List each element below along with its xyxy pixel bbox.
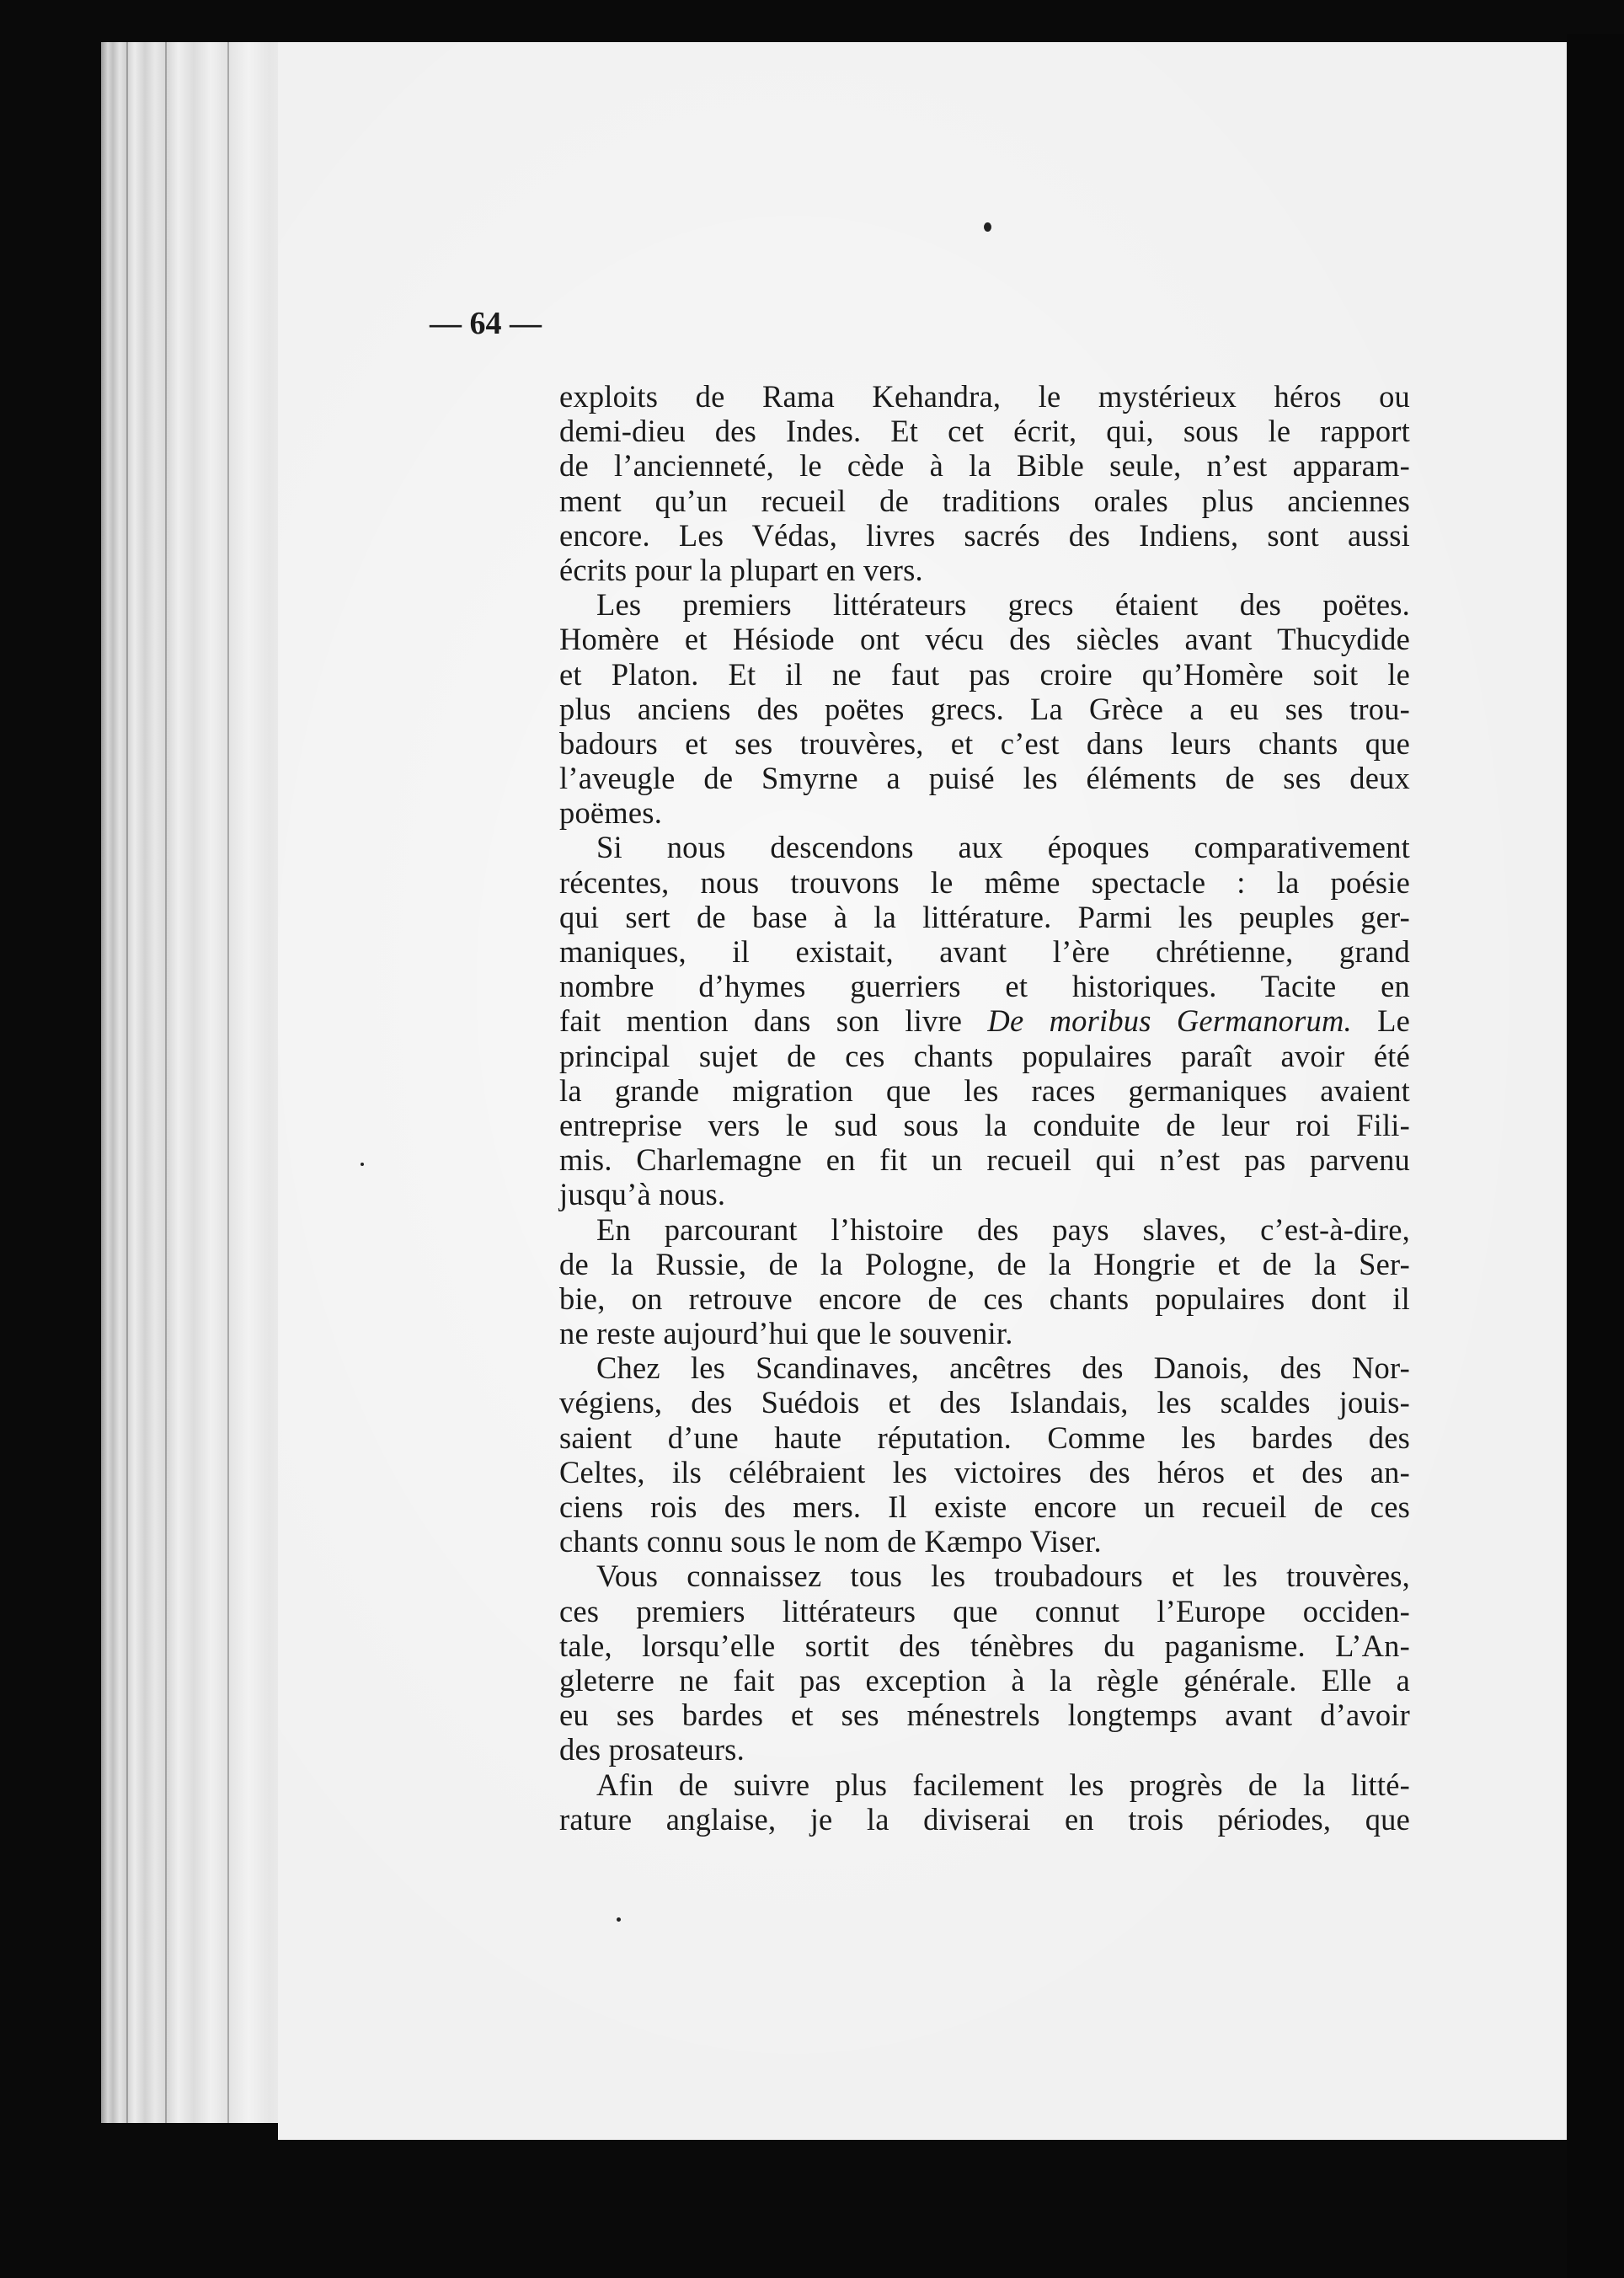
text-line-content: ment qu’un recueil de traditions orales plus anciennes [559,483,1410,518]
text-line [559,830,1410,864]
text-line-content: jusqu’à nous. [559,1177,726,1212]
text-line [559,518,1410,553]
text-line-content: de la Russie, de la Pologne, de la Hongrie et de la Ser- [559,1246,1410,1281]
text-line-content: entreprise vers le sud sous la conduite de leur roi Fili- [559,1107,1410,1142]
text-line [559,1559,1410,1593]
scan-border [1567,34,1624,2278]
text-line [559,1732,1410,1767]
text-line [559,379,1410,414]
text-line [559,1316,1410,1350]
text-line-content: de l’ancienneté, le cède à la Bible seule, n’est apparam- [559,448,1410,484]
text-line [559,865,1410,900]
body-text [559,379,1410,1837]
text-line-content: et Platon. Et il ne faut pas croire qu’Homère soit le [559,656,1410,692]
text-line-content: mis. Charlemagne en fit un recueil qui n’est pas parvenu [559,1142,1410,1178]
text-line-content: Vous connaissez tous les troubadours et les trouvères, [596,1559,1410,1594]
text-line-content: ces premiers littérateurs que connut l’Europe occiden- [559,1593,1410,1628]
text-line [559,1802,1410,1837]
text-line-content: rature anglaise, je la diviserai en trois périodes, que [559,1801,1410,1837]
text-line-content: la grande migration que les races germaniques avaient [559,1072,1410,1108]
text-line-content: Homère et Hésiode ont vécu des siècles avant Thucydide [559,622,1410,657]
text-line [559,761,1410,795]
text-line [559,1455,1410,1489]
text-line-content: gleterre ne fait pas exception à la règle générale. Elle a [559,1662,1410,1698]
text-line [559,1385,1410,1420]
text-line [559,1212,1410,1247]
text-line [559,969,1410,1003]
text-line-content: Chez les Scandinaves, ancêtres des Danois, des Nor- [596,1350,1410,1386]
text-line-content: plus anciens des poëtes grecs. La Grèce a eu ses trou- [559,691,1410,726]
text-line-content: ne reste aujourd’hui que le souvenir. [559,1316,1013,1351]
text-line [559,1177,1410,1211]
text-line-content: Si nous descendons aux époques comparativement [596,830,1410,865]
text-line-content: Les premiers littérateurs grecs étaient des poëtes. [596,587,1410,623]
text-line [559,553,1410,587]
page-edge-line [227,42,229,2123]
text-line [559,1420,1410,1455]
text-line-content: En parcourant l’histoire des pays slaves, c’est-à-dire, [596,1211,1410,1247]
text-line-content: maniques, il existait, avant l’ère chrétienne, grand [559,934,1410,969]
text-line [559,622,1410,656]
italic-title: De moribus Germanorum. [987,1003,1352,1039]
text-line [559,1039,1410,1073]
text-line-content: fait mention dans son livre [559,1003,988,1039]
text-line-content: tale, lorsqu’elle sortit des ténèbres du paganisme. L’An- [559,1628,1410,1663]
text-line-content: exploits de Rama Kehandra, le mystérieux héros ou [559,379,1410,414]
text-line [559,1142,1410,1177]
text-line [559,1247,1410,1281]
text-line-content: végiens, des Suédois et des Islandais, les scaldes jouis- [559,1385,1410,1420]
text-line-content: récentes, nous trouvons le même spectacle : la poésie [559,864,1410,900]
page-edge-line [126,42,128,2123]
text-line-content: Afin de suivre plus facilement les progrès de la litté- [596,1767,1410,1802]
text-line-content: saient d’une haute réputation. Comme les bardes des [559,1420,1410,1455]
text-line [559,726,1410,761]
text-line [559,934,1410,969]
text-line-content: poëmes. [559,795,663,831]
text-line [559,795,1410,830]
text-line [559,1663,1410,1698]
text-line [559,414,1410,448]
book-page-edges [101,42,286,2123]
text-line-content: bie, on retrouve encore de ces chants populaires dont il [559,1281,1410,1316]
text-line [559,900,1410,934]
text-line [559,1524,1410,1559]
ink-speck [984,222,991,232]
text-line [559,1489,1410,1524]
text-line [559,587,1410,622]
text-line [559,1594,1410,1628]
text-line-content: chants connu sous le nom de Kæmpo Viser. [559,1524,1102,1559]
text-line-content: des prosateurs. [559,1732,745,1767]
text-line-tail: Le [1351,1003,1410,1039]
text-line-content: eu ses bardes et ses ménestrels longtemps avant d’avoir [559,1698,1410,1733]
text-line-content: qui sert de base à la littérature. Parmi les peuples ger- [559,899,1410,934]
text-line-content: ciens rois des mers. Il existe encore un recueil de ces [559,1489,1410,1524]
text-line-content: nombre d’hymes guerriers et historiques. Tacite en [559,969,1410,1004]
text-line [559,1073,1410,1108]
page-number: — 64 — [430,306,542,341]
text-line [559,1628,1410,1663]
text-line [559,1767,1410,1802]
text-line-content: Celtes, ils célébraient les victoires des héros et des an- [559,1454,1410,1489]
text-line [559,692,1410,726]
page-edge-line [165,42,167,2123]
text-line-content: écrits pour la plupart en vers. [559,552,923,587]
text-line [559,1108,1410,1142]
text-line-content: badours et ses trouvères, et c’est dans leurs chants que [559,725,1410,761]
text-line [559,657,1410,692]
ink-speck [361,1163,364,1166]
text-line-content: demi-dieu des Indes. Et cet écrit, qui, sous le rapport [559,414,1410,449]
text-line [559,1281,1410,1316]
text-line [559,1698,1410,1732]
text-line-content: principal sujet de ces chants populaires paraît avoir été [559,1038,1410,1073]
text-line [559,448,1410,483]
text-line [559,484,1410,518]
text-line [559,1003,1410,1038]
text-line-content: encore. Les Védas, livres sacrés des Indiens, sont aussi [559,517,1410,553]
text-line-content: l’aveugle de Smyrne a puisé les éléments de ses deux [559,761,1410,796]
ink-speck [617,1917,621,1922]
text-line [559,1350,1410,1385]
